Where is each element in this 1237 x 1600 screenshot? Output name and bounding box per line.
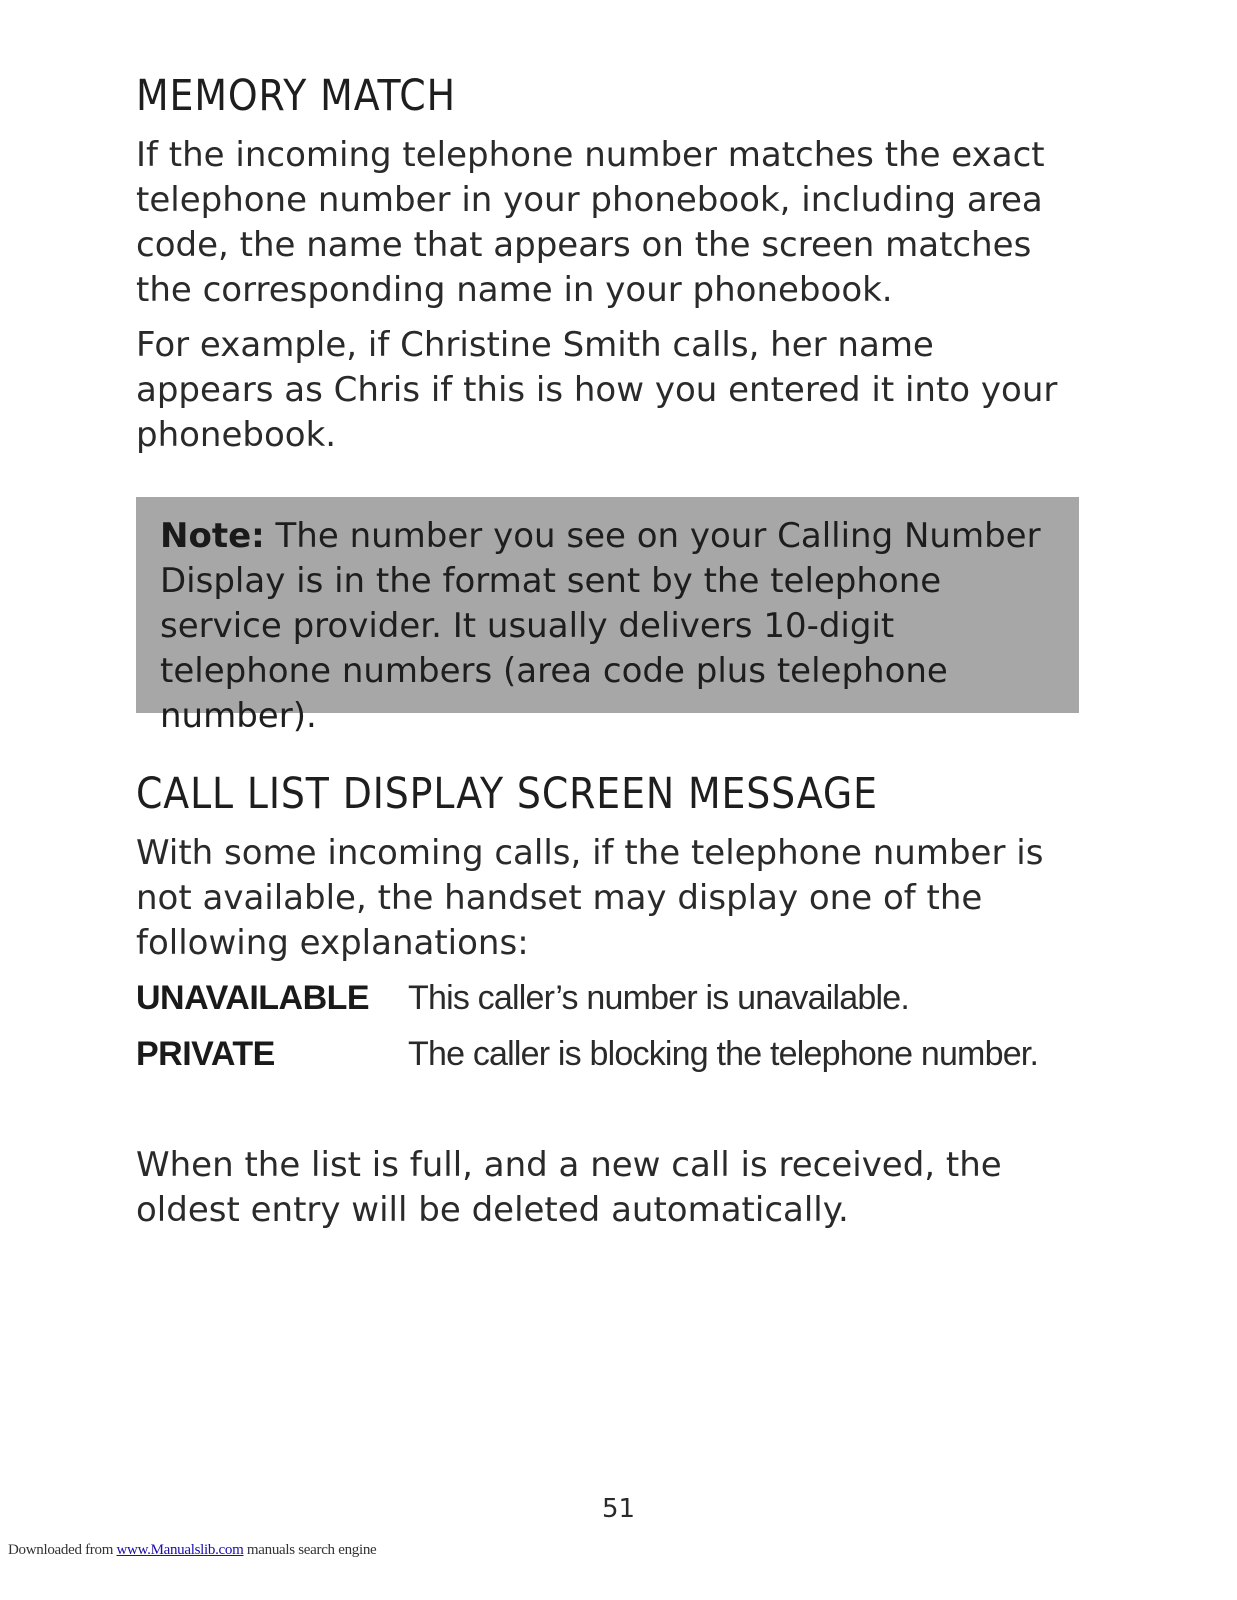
download-footer [8, 1542, 376, 1559]
message-term: PRIVATE [136, 1035, 275, 1073]
call-list-closing: When the list is full, and a new call is received, the oldest entry will be deleted automatically. [136, 1145, 1002, 1230]
footer-suffix: manuals search engine [243, 1542, 377, 1558]
manualslib-link[interactable]: www.Manualslib.com [116, 1542, 244, 1558]
memory-match-paragraph-1: If the incoming telephone number matches the exact telephone number in your phonebook, including area code, the name that appears on the screen matches the corresponding name in your phonebook. [136, 135, 1045, 310]
message-description: This caller’s number is unavailable. [408, 979, 909, 1017]
message-row-unavailable [136, 976, 1081, 1026]
call-list-intro: With some incoming calls, if the telephone number is not available, the handset may display one of the following explanations: [136, 833, 1044, 963]
note-box [136, 497, 1079, 736]
message-term: UNAVAILABLE [136, 979, 370, 1017]
note-body: The number you see on your Calling Number Display is in the format sent by the telephone service provider. It usually delivers 10-digit telephone numbers (area code plus telephone number). [160, 516, 1041, 736]
footer-prefix: Downloaded from [8, 1542, 117, 1558]
call-list-heading: CALL LIST DISPLAY SCREEN MESSAGE [136, 769, 878, 819]
message-description: The caller is blocking the telephone number. [408, 1035, 1039, 1073]
memory-match-paragraph-2: For example, if Christine Smith calls, her name appears as Chris if this is how you entered it into your phonebook. [136, 325, 1058, 455]
note-label: Note: [160, 516, 265, 556]
note-text [160, 514, 1060, 739]
memory-match-heading: MEMORY MATCH [136, 71, 456, 121]
page-number: 51 [601, 1494, 636, 1524]
message-row-private [136, 1032, 1081, 1082]
